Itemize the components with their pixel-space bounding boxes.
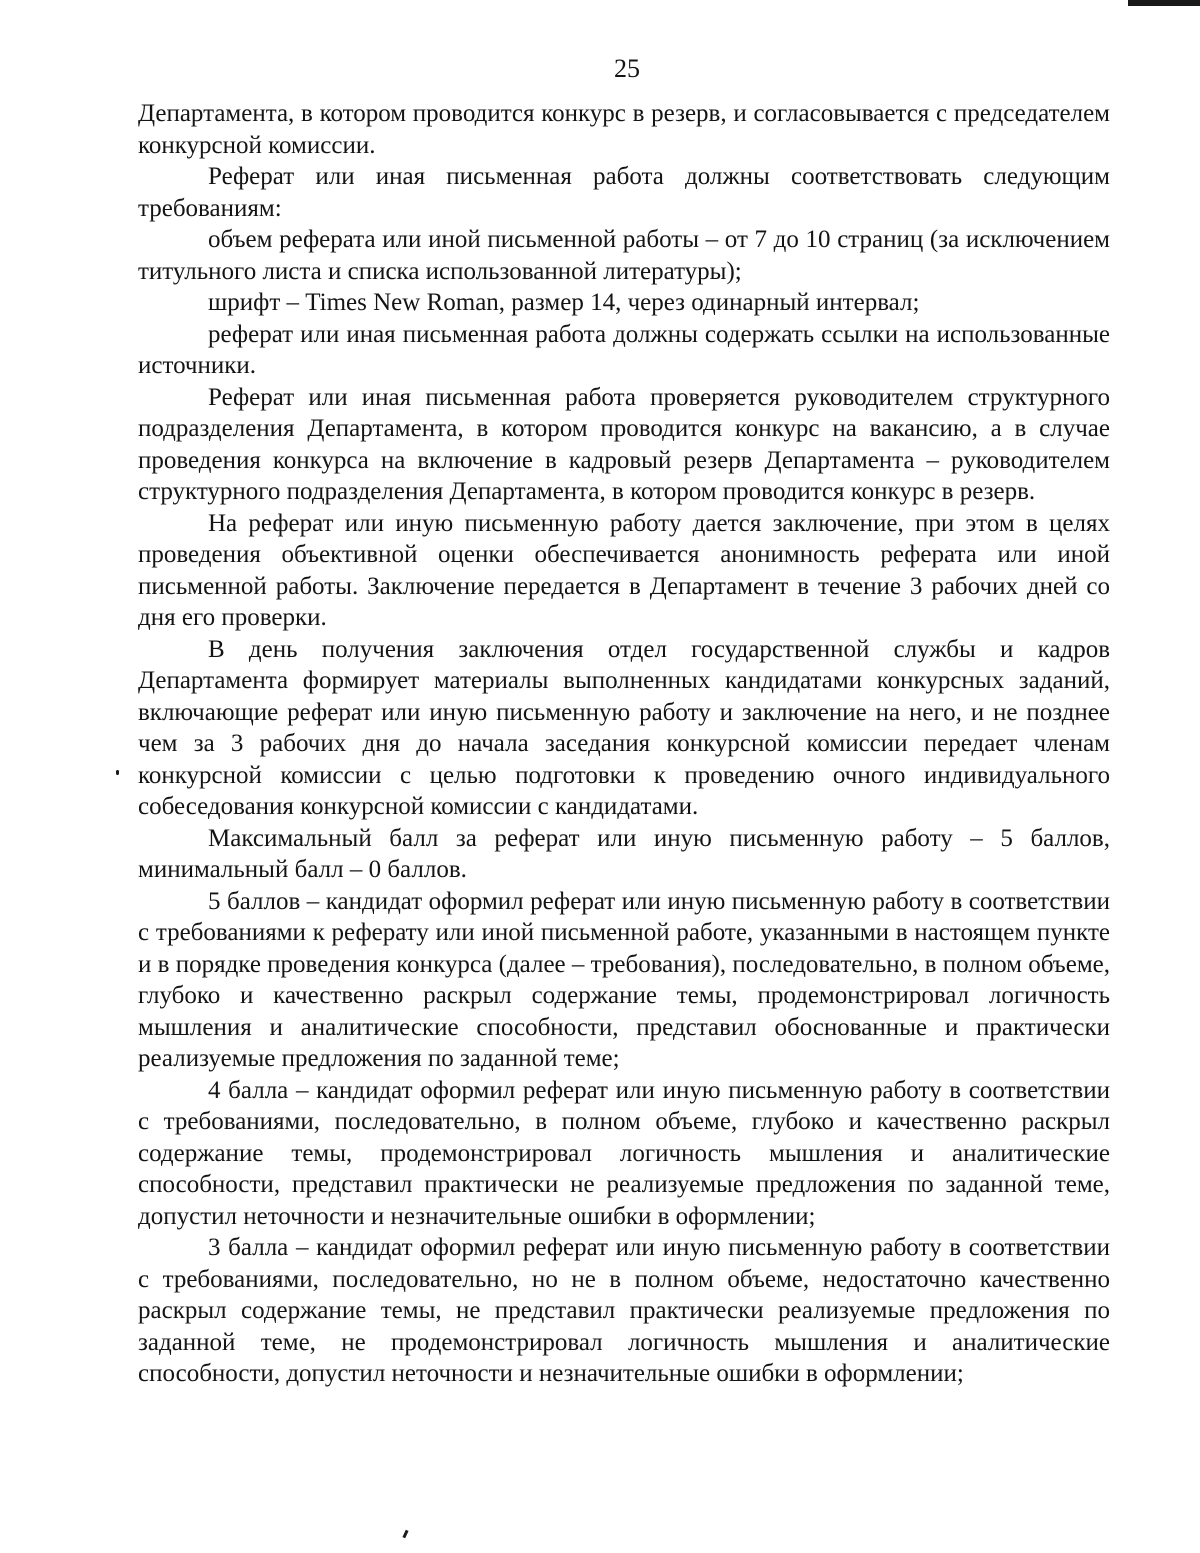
paragraph-score-4: 4 балла – кандидат оформил реферат или иную письменную работу в соответствии с требованиями, последовательно, в полном объеме, глубоко и качественно раскрыл содержание темы, продемонстрировал логичность мышления и аналитические способности, представил практически не реализуемые предложения по заданной теме, допустил неточности и незначительные ошибки в оформлении; <box>138 1076 1110 1230</box>
paragraph-volume-requirement: объем реферата или иной письменной работы – от 7 до 10 страниц (за исключением титульного листа и списка использованной литературы); <box>138 226 1110 285</box>
paragraph-score-5: 5 баллов – кандидат оформил реферат или иную письменную работу в соответствии с требованиями к реферату или иной письменной работе, указанными в настоящем пункте и в порядке проведения конкурса (далее – требования), последовательно, в полном объеме, глубоко и качественно раскрыл содержание темы, продемонстрировал логичность мышления и аналитические способности, представил обоснованные и практически реализуемые предложения по заданной теме; <box>138 887 1110 1072</box>
scan-edge-mark <box>1128 0 1200 6</box>
paragraph-continuation: Департамента, в котором проводится конкурс в резерв, и согласовывается с председателем конкурсной комиссии. <box>138 100 1110 159</box>
paragraph-materials: В день получения заключения отдел государственной службы и кадров Департамента формирует материалы выполненных кандидатами конкурсных заданий, включающие реферат или иную письменную работу и заключение на него, и не позднее чем за 3 рабочих дня до начала заседания конкурсной комиссии передает членам конкурсной комиссии с целью подготовки к проведению очного индивидуального собеседования конкурсной комиссии с кандидатами. <box>138 635 1110 820</box>
page-number: 25 <box>614 54 640 83</box>
paragraph-references-requirement: реферат или иная письменная работа должны содержать ссылки на использованные источники. <box>138 320 1110 379</box>
paragraph-review: Реферат или иная письменная работа проверяется руководителем структурного подразделения Департамента, в котором проводится конкурс на вакансию, а в случае проведения конкурса на включение в кадровый резерв Департамента – руководителем структурного подразделения Департамента, в котором проводится конкурс в резерв. <box>138 383 1110 505</box>
paragraph-requirements-intro: Реферат или иная письменная работа должны соответствовать следующим требованиям: <box>138 163 1110 222</box>
paragraph-font-requirement: шрифт – Times New Roman, размер 14, через одинарный интервал; <box>208 289 920 316</box>
scan-dot <box>116 770 119 775</box>
document-body <box>138 98 1110 1390</box>
paragraph-score-range: Максимальный балл за реферат или иную письменную работу – 5 баллов, минимальный балл – 0 баллов. <box>138 824 1110 883</box>
scan-tick-mark <box>402 1530 408 1539</box>
paragraph-score-3: 3 балла – кандидат оформил реферат или иную письменную работу в соответствии с требованиями, последовательно, но не в полном объеме, недостаточно качественно раскрыл содержание темы, не представил практически реализуемые предложения по заданной теме, не продемонстрировал логичность мышления и аналитические способности, допустил неточности и незначительные ошибки в оформлении; <box>138 1234 1110 1387</box>
paragraph-conclusion: На реферат или иную письменную работу дается заключение, при этом в целях проведения объективной оценки обеспечивается анонимность реферата или иной письменной работы. Заключение передается в Департамент в течение 3 рабочих дней со дня его проверки. <box>138 509 1110 631</box>
